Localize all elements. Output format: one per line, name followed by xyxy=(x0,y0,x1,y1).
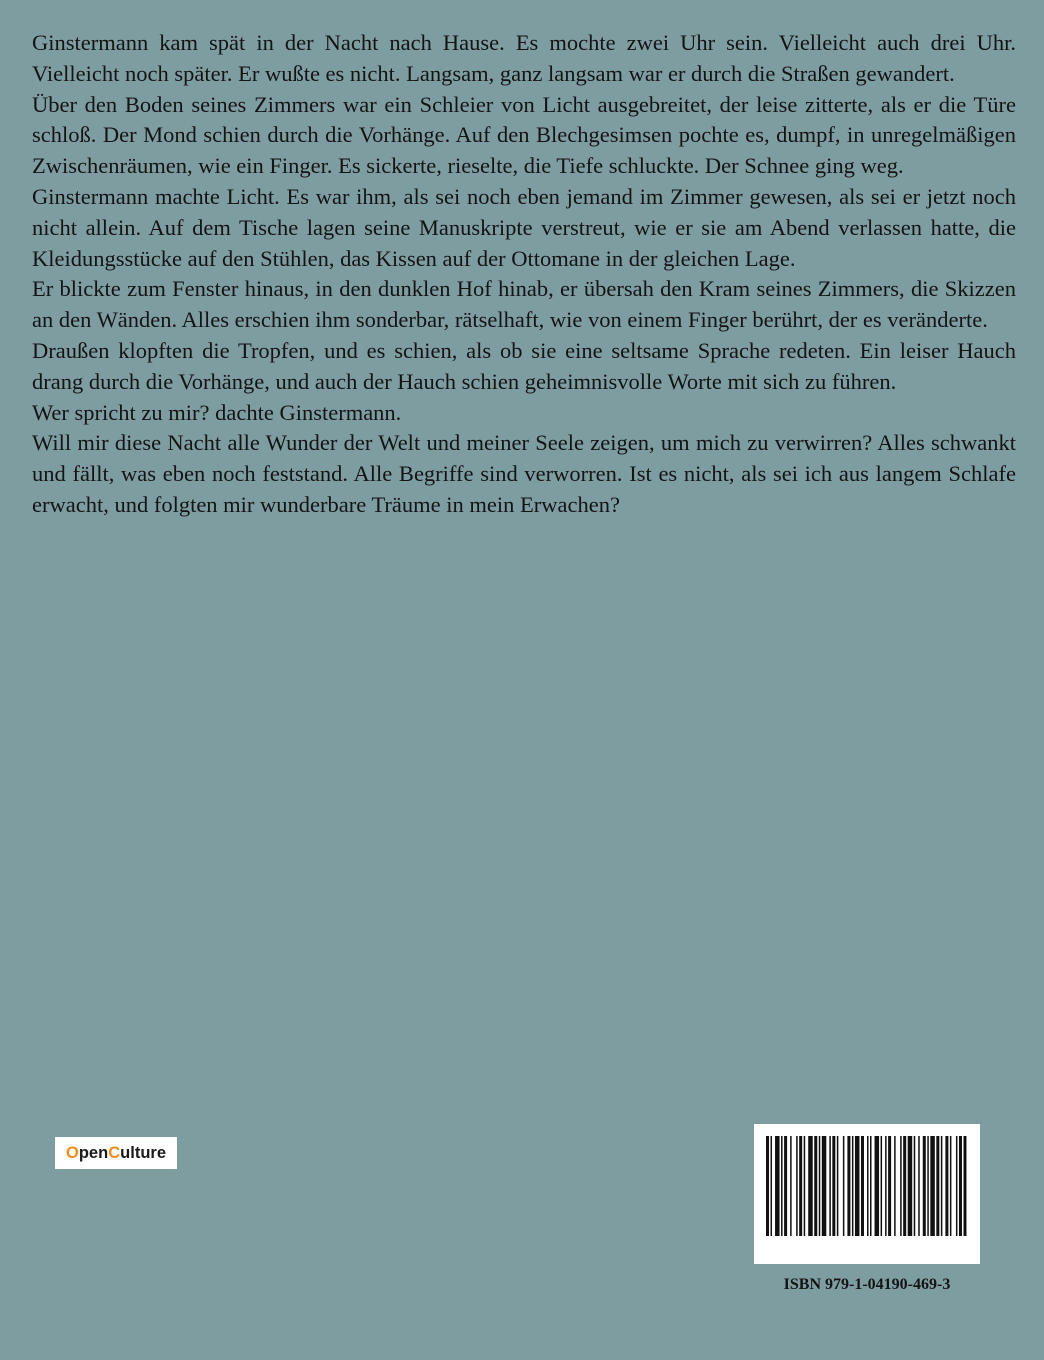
barcode-bar xyxy=(914,1136,916,1236)
blurb-paragraph-6: Wer spricht zu mir? dachte Ginstermann. xyxy=(32,399,402,425)
barcode-bar xyxy=(950,1136,952,1236)
publisher-logo-text: OpenCulture xyxy=(65,1143,167,1162)
barcode-bar xyxy=(814,1136,817,1236)
barcode-bar xyxy=(870,1136,872,1236)
barcode-bar xyxy=(908,1136,913,1236)
barcode-bar xyxy=(829,1136,831,1236)
barcode-bar xyxy=(771,1136,773,1236)
blurb-paragraph-3: Ginstermann machte Licht. Es war ihm, als sei noch eben jemand im Zimmer gewesen, als sei er jetzt noch nicht allein. Auf dem Tische lagen seine Manuskripte verstreut, wie er sie am Abend verlassen hatte, die Kleidungsstücke auf den Stühlen, das Kissen auf der Ottomane in der gleichen Lage. xyxy=(32,183,1016,271)
barcode-bar xyxy=(936,1136,939,1236)
blurb-paragraph-1: Ginstermann kam spät in der Nacht nach Hause. Es mochte zwei Uhr sein. Vielleicht auch drei Uhr. Vielleicht noch später. Er wußte es nicht. Langsam, ganz langsam war er durch die Straßen gewandert. xyxy=(32,30,1016,86)
barcode-bar xyxy=(766,1136,769,1236)
barcode-bar xyxy=(959,1136,962,1236)
barcode-bar xyxy=(781,1136,783,1236)
isbn-number: ISBN 979-1-04190-469-3 xyxy=(783,1276,951,1293)
barcode-bar xyxy=(819,1136,821,1236)
barcode-bar xyxy=(956,1136,958,1236)
barcode-bar xyxy=(808,1136,813,1236)
barcode-bar xyxy=(945,1136,948,1236)
barcode-bar xyxy=(804,1136,806,1236)
barcode-bar xyxy=(832,1136,835,1236)
barcode-bar xyxy=(930,1136,935,1236)
barcode-bar xyxy=(881,1136,883,1236)
barcode-bar xyxy=(852,1136,854,1236)
barcode-bar xyxy=(847,1136,850,1236)
barcode-bar xyxy=(875,1136,880,1236)
barcode-bar xyxy=(796,1136,798,1236)
barcode-bar xyxy=(941,1136,943,1236)
back-cover-blurb xyxy=(32,28,1016,521)
blurb-paragraph-4: Er blickte zum Fenster hinaus, in den dunklen Hof hinab, er übersah den Kram seines Zimmers, die Skizzen an den Wänden. Alles erschien ihm sonderbar, rätselhaft, wie von einem Finger berührt, der es veränderte. xyxy=(32,276,1016,333)
barcode-bar xyxy=(861,1136,864,1236)
barcode-bar xyxy=(822,1136,827,1236)
blurb-paragraph-5: Draußen klopften die Tropfen, und es schien, als ob sie eine seltsame Sprache redeten. Ein leiser Hauch drang durch die Vorhänge, und auch der Hauch schien geheimnisvolle Worte mit sich zu führen. xyxy=(32,337,1016,394)
barcode-bar xyxy=(784,1136,787,1236)
barcode-bar xyxy=(867,1136,869,1236)
barcode-bar xyxy=(923,1136,926,1236)
blurb-paragraph-7: Will mir diese Nacht alle Wunder der Welt und meiner Seele zeigen, um mich zu verwirren? Alles schwankt und fällt, was eben noch feststand. Alle Begriffe sind verworren. Ist es nicht, als sei ich aus langem Schlafe erwacht, und folgten mir wunderbare Träume in mein Erwachen? xyxy=(32,430,1016,517)
barcode-bar xyxy=(927,1136,929,1236)
barcode-bars xyxy=(754,1124,980,1264)
barcode-bar xyxy=(837,1136,839,1236)
barcode-bar xyxy=(885,1136,887,1236)
barcode-bar xyxy=(888,1136,891,1236)
blurb-paragraph-2: Über den Boden seines Zimmers war ein Schleier von Licht ausgebreitet, der leise zitterte, als er die Türe schloß. Der Mond schien durch die Vorhänge. Auf den Blechgesimsen pochte es, dumpf, in unregelmäßigen Zwischenräumen, wie ein Finger. Es sickerte, rieselte, die Tiefe schluckte. Der Schnee ging weg. xyxy=(32,91,1016,179)
barcode-bar xyxy=(843,1136,845,1236)
barcode-bar xyxy=(790,1136,792,1236)
barcode-bar xyxy=(963,1136,966,1236)
barcode-bar xyxy=(799,1136,802,1236)
barcode-bar xyxy=(894,1136,896,1236)
barcode-bar xyxy=(900,1136,902,1236)
barcode-bar xyxy=(855,1136,860,1236)
publisher-logo xyxy=(55,1137,177,1169)
barcode xyxy=(754,1124,980,1264)
barcode-bar xyxy=(903,1136,906,1236)
barcode-bar xyxy=(918,1136,920,1236)
barcode-bar xyxy=(775,1136,780,1236)
